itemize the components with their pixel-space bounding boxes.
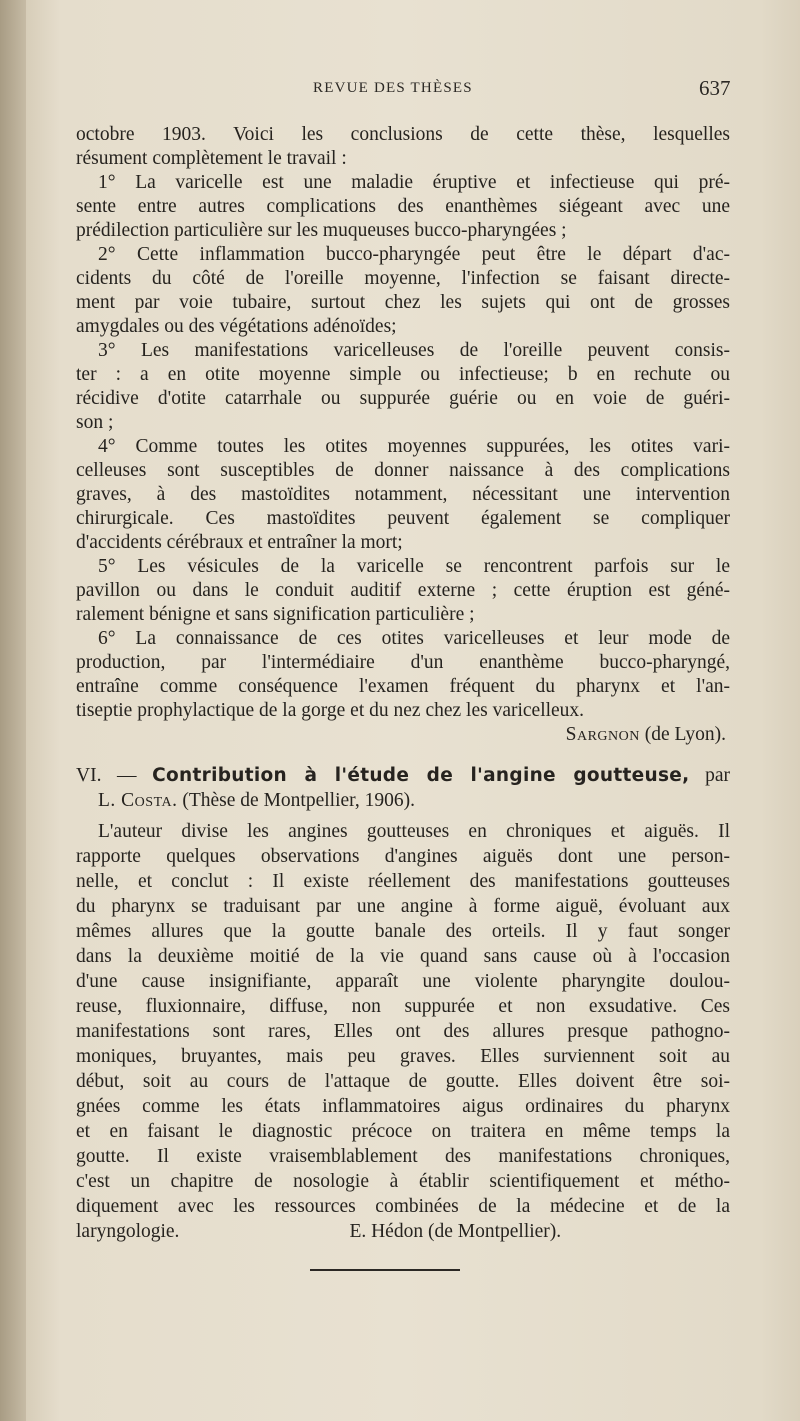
- text-line: octobre 1903. Voici les conclusions de cette thèse, lesquelles: [76, 124, 730, 145]
- page-number: 637: [699, 76, 731, 100]
- text-line: production, par l'intermédiaire d'un enanthème bucco-pharyngé,: [76, 652, 730, 673]
- text-line: moniques, bruyantes, mais peu graves. Elles surviennent soit au: [76, 1046, 730, 1067]
- thesis-conclusions-section: [76, 123, 730, 747]
- text-line: et en faisant le diagnostic précoce on traitera en même temps la: [76, 1121, 730, 1142]
- text-line: début, soit au cours de l'attaque de goutte. Elles doivent être soi-: [76, 1071, 730, 1092]
- text-line: du pharynx se traduisant par une angine à forme aiguë, évoluant aux: [76, 896, 730, 917]
- text-line: graves, à des mastoïdites notamment, nécessitant une intervention: [76, 484, 730, 505]
- signature-name: E. Hédon: [349, 1221, 424, 1242]
- text-line: récidive d'otite catarrhale ou suppurée guérie ou en voie de guéri-: [76, 388, 730, 409]
- text-line: c'est un chapitre de nosologie à établir scientifiquement et métho-: [76, 1171, 730, 1192]
- text-line: tiseptie prophylactique de la gorge et du nez chez les varicelleux.: [76, 700, 585, 721]
- final-word: laryngologie.: [76, 1221, 180, 1242]
- text-line: 4° Comme toutes les otites moyennes suppurées, les otites vari-: [98, 436, 730, 457]
- heading-by: par: [705, 765, 731, 786]
- text-line: 3° Les manifestations varicelleuses de l'oreille peuvent consis-: [98, 340, 730, 361]
- text-line: 6° La connaissance de ces otites varicelleuses et leur mode de: [98, 628, 730, 649]
- text-line: celleuses sont susceptibles de donner naissance à des complications: [76, 460, 730, 481]
- section-source-text: (Thèse de Montpellier, 1906).: [182, 790, 415, 811]
- text-line: manifestations sont rares, Elles ont des allures presque pathogno-: [76, 1021, 730, 1042]
- text-line: résument complètement le travail :: [76, 148, 347, 169]
- text-line: 5° Les vésicules de la varicelle se rencontrent parfois sur le: [98, 556, 730, 577]
- page-spine-shadow: [0, 0, 26, 1421]
- signature-place: (de Montpellier).: [427, 1221, 562, 1242]
- text-line: ter : a en otite moyenne simple ou infectieuse; b en rechute ou: [76, 364, 730, 385]
- text-line: prédilection particulière sur les muqueuses bucco-pharyngées ;: [76, 220, 567, 241]
- text-line: ment par voie tubaire, surtout chez les sujets qui ont de grosses: [76, 292, 730, 313]
- section-heading: [76, 763, 730, 788]
- text-line: L'auteur divise les angines goutteuses en chroniques et aiguës. Il: [98, 821, 730, 842]
- text-line: entraîne comme conséquence l'examen fréquent du pharynx et l'an-: [76, 676, 730, 697]
- text-line: cidents du côté de l'oreille moyenne, l'infection se faisant directe-: [76, 268, 730, 289]
- final-line: [76, 1219, 730, 1244]
- angine-goutteuse-section: [76, 763, 730, 1244]
- text-line: diquement avec les ressources combinées de la médecine et de la: [76, 1196, 730, 1217]
- section-title: Contribution à l'étude de l'angine goutteuse,: [152, 765, 690, 786]
- signature-place: (de Lyon).: [644, 724, 726, 745]
- text-line: 1° La varicelle est une maladie éruptive et infectieuse qui pré-: [98, 172, 730, 193]
- text-line: amygdales ou des végétations adénoïdes;: [76, 316, 397, 337]
- section-author: L. Costa.: [98, 790, 178, 811]
- text-line: ralement bénigne et sans signification particulière ;: [76, 604, 475, 625]
- text-line: 2° Cette inflammation bucco-pharyngée peut être le départ d'ac-: [98, 244, 730, 265]
- text-line: d'accidents cérébraux et entraîner la mort;: [76, 532, 403, 553]
- text-line: son ;: [76, 412, 114, 433]
- text-line: pavillon ou dans le conduit auditif externe ; cette éruption est géné-: [76, 580, 730, 601]
- text-line: rapporte quelques observations d'angines aiguës dont une person-: [76, 846, 730, 867]
- text-line: gnées comme les états inflammatoires aigus ordinaires du pharynx: [76, 1096, 730, 1117]
- section-number: VI. —: [76, 765, 137, 786]
- text-line: dans la deuxième moitié de la vie quand sans cause où à l'occasion: [76, 946, 730, 967]
- text-line: mêmes allures que la goutte banale des orteils. Il y faut songer: [76, 921, 730, 942]
- signature-line: [76, 723, 730, 747]
- text-line: d'une cause insignifiante, apparaît une violente pharyngite doulou-: [76, 971, 730, 992]
- end-rule-divider: [310, 1269, 460, 1271]
- running-title: REVUE DES THÈSES: [313, 80, 473, 96]
- section-source: [76, 788, 730, 813]
- running-header: [0, 78, 800, 102]
- text-line: nelle, et conclut : Il existe réellement des manifestations goutteuses: [76, 871, 730, 892]
- signature-name: Sargnon: [565, 724, 640, 745]
- text-line: sente entre autres complications des enanthèmes siégeant avec une: [76, 196, 730, 217]
- text-line: reuse, fluxionnaire, diffuse, non suppurée et non exsudative. Ces: [76, 996, 730, 1017]
- text-line: goutte. Il existe vraisemblablement des manifestations chroniques,: [76, 1146, 730, 1167]
- text-line: chirurgicale. Ces mastoïdites peuvent également se compliquer: [76, 508, 730, 529]
